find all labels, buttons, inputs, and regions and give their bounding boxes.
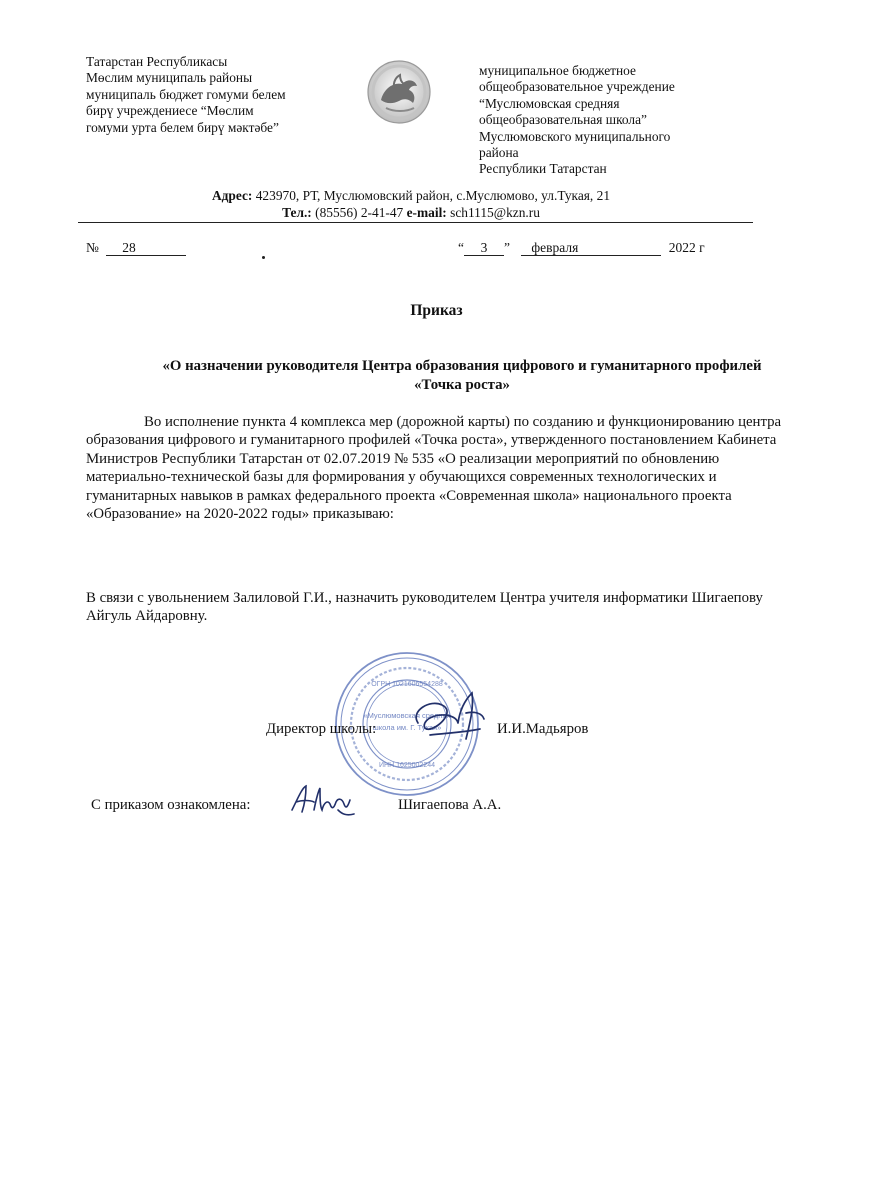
header-left-line: бирү учреждениесе “Мөслим — [86, 103, 254, 119]
emblem-icon — [364, 58, 434, 126]
stamp-line-2: школа им. Г. Тукая» — [372, 723, 442, 732]
acknowledgement-label: С приказом ознакомлена: — [91, 797, 251, 813]
order-month: февраля — [521, 241, 661, 256]
header-divider — [78, 222, 753, 223]
director-label: Директор школы: — [266, 721, 377, 737]
header-left-block — [86, 54, 286, 136]
address-label: Адрес: — [211, 188, 253, 203]
day-open-quote: “ — [458, 240, 464, 255]
stamp-ogrn: ОГРН 1021606554288 — [371, 681, 443, 688]
header-right-line: общеобразовательное учреждение — [479, 79, 675, 95]
director-signature-icon — [400, 683, 495, 753]
order-preamble: Во исполнение пункта 4 комплекса мер (дорожной карты) по созданию и функционированию центра образования цифрового и гуманитарного профилей «Точка роста», утвержденного постановлением Кабинета Министров Республики Татарстан от 02.07.2019 № 535 «О реализации мероприятий по обновлению материально-технической базы для формирования у обучающихся современных технологических и гуманитарных навыков в рамках федерального проекта «Современная школа» национального проекта «Образование» на 2020-2022 годы» приказываю: — [86, 414, 782, 523]
header-right-line: Республики Татарстан — [479, 161, 607, 177]
header-right-line: общеобразовательная школа” — [479, 112, 647, 128]
header-left-line: муниципаль бюджет гомуми белем — [86, 86, 286, 102]
address-value: 423970, РТ, Муслюмовский район, с.Муслюмово, ул.Тукая, 21 — [252, 188, 611, 203]
order-number — [86, 240, 186, 256]
scan-dot — [262, 256, 265, 259]
order-day: 3 — [464, 241, 504, 256]
email-label: e-mail: — [406, 205, 447, 220]
day-close-quote: ” — [504, 240, 510, 255]
order-date — [458, 240, 705, 256]
header-left-line: Татарстан Республикасы — [86, 54, 228, 69]
address-line — [86, 187, 736, 204]
order-subject: «О назначении руководителя Центра образования цифрового и гуманитарного профилей «Точка роста» — [162, 358, 762, 393]
acknowledgement-name: Шигаепова А.А. — [398, 797, 502, 813]
stamp-line-1: «Муслюмовская средняя — [363, 711, 451, 720]
contact-line — [86, 204, 736, 221]
header-right-line: Муслюмовского муниципального — [479, 128, 671, 144]
number-sign: № — [86, 240, 99, 255]
order-number-value: 28 — [106, 241, 186, 256]
header-right-line: муниципальное бюджетное — [479, 63, 636, 78]
director-name: И.И.Мадьяров — [497, 721, 589, 737]
order-text: В связи с увольнением Залиловой Г.И., назначить руководителем Центра учителя информатики Шигаепову Айгуль Айдаровну. — [86, 590, 763, 625]
header-left-line: гомуми урта белем бирү мәктәбе” — [86, 119, 279, 135]
header-right-line: района — [479, 145, 519, 161]
phone-value: (85556) 2-41-47 — [311, 205, 407, 220]
page-title: Приказ — [410, 302, 463, 319]
email-value: sch1115@kzn.ru — [446, 205, 540, 220]
order-year: 2022 г — [668, 240, 705, 255]
header-right-block — [479, 63, 675, 178]
header-left-line: Мөслим муниципаль районы — [86, 70, 253, 86]
employee-signature-icon — [288, 780, 358, 822]
stamp-inn: ИНН 1625002244 — [378, 762, 436, 769]
header-right-line: “Муслюмовская средняя — [479, 95, 620, 111]
phone-label: Тел.: — [282, 205, 312, 220]
